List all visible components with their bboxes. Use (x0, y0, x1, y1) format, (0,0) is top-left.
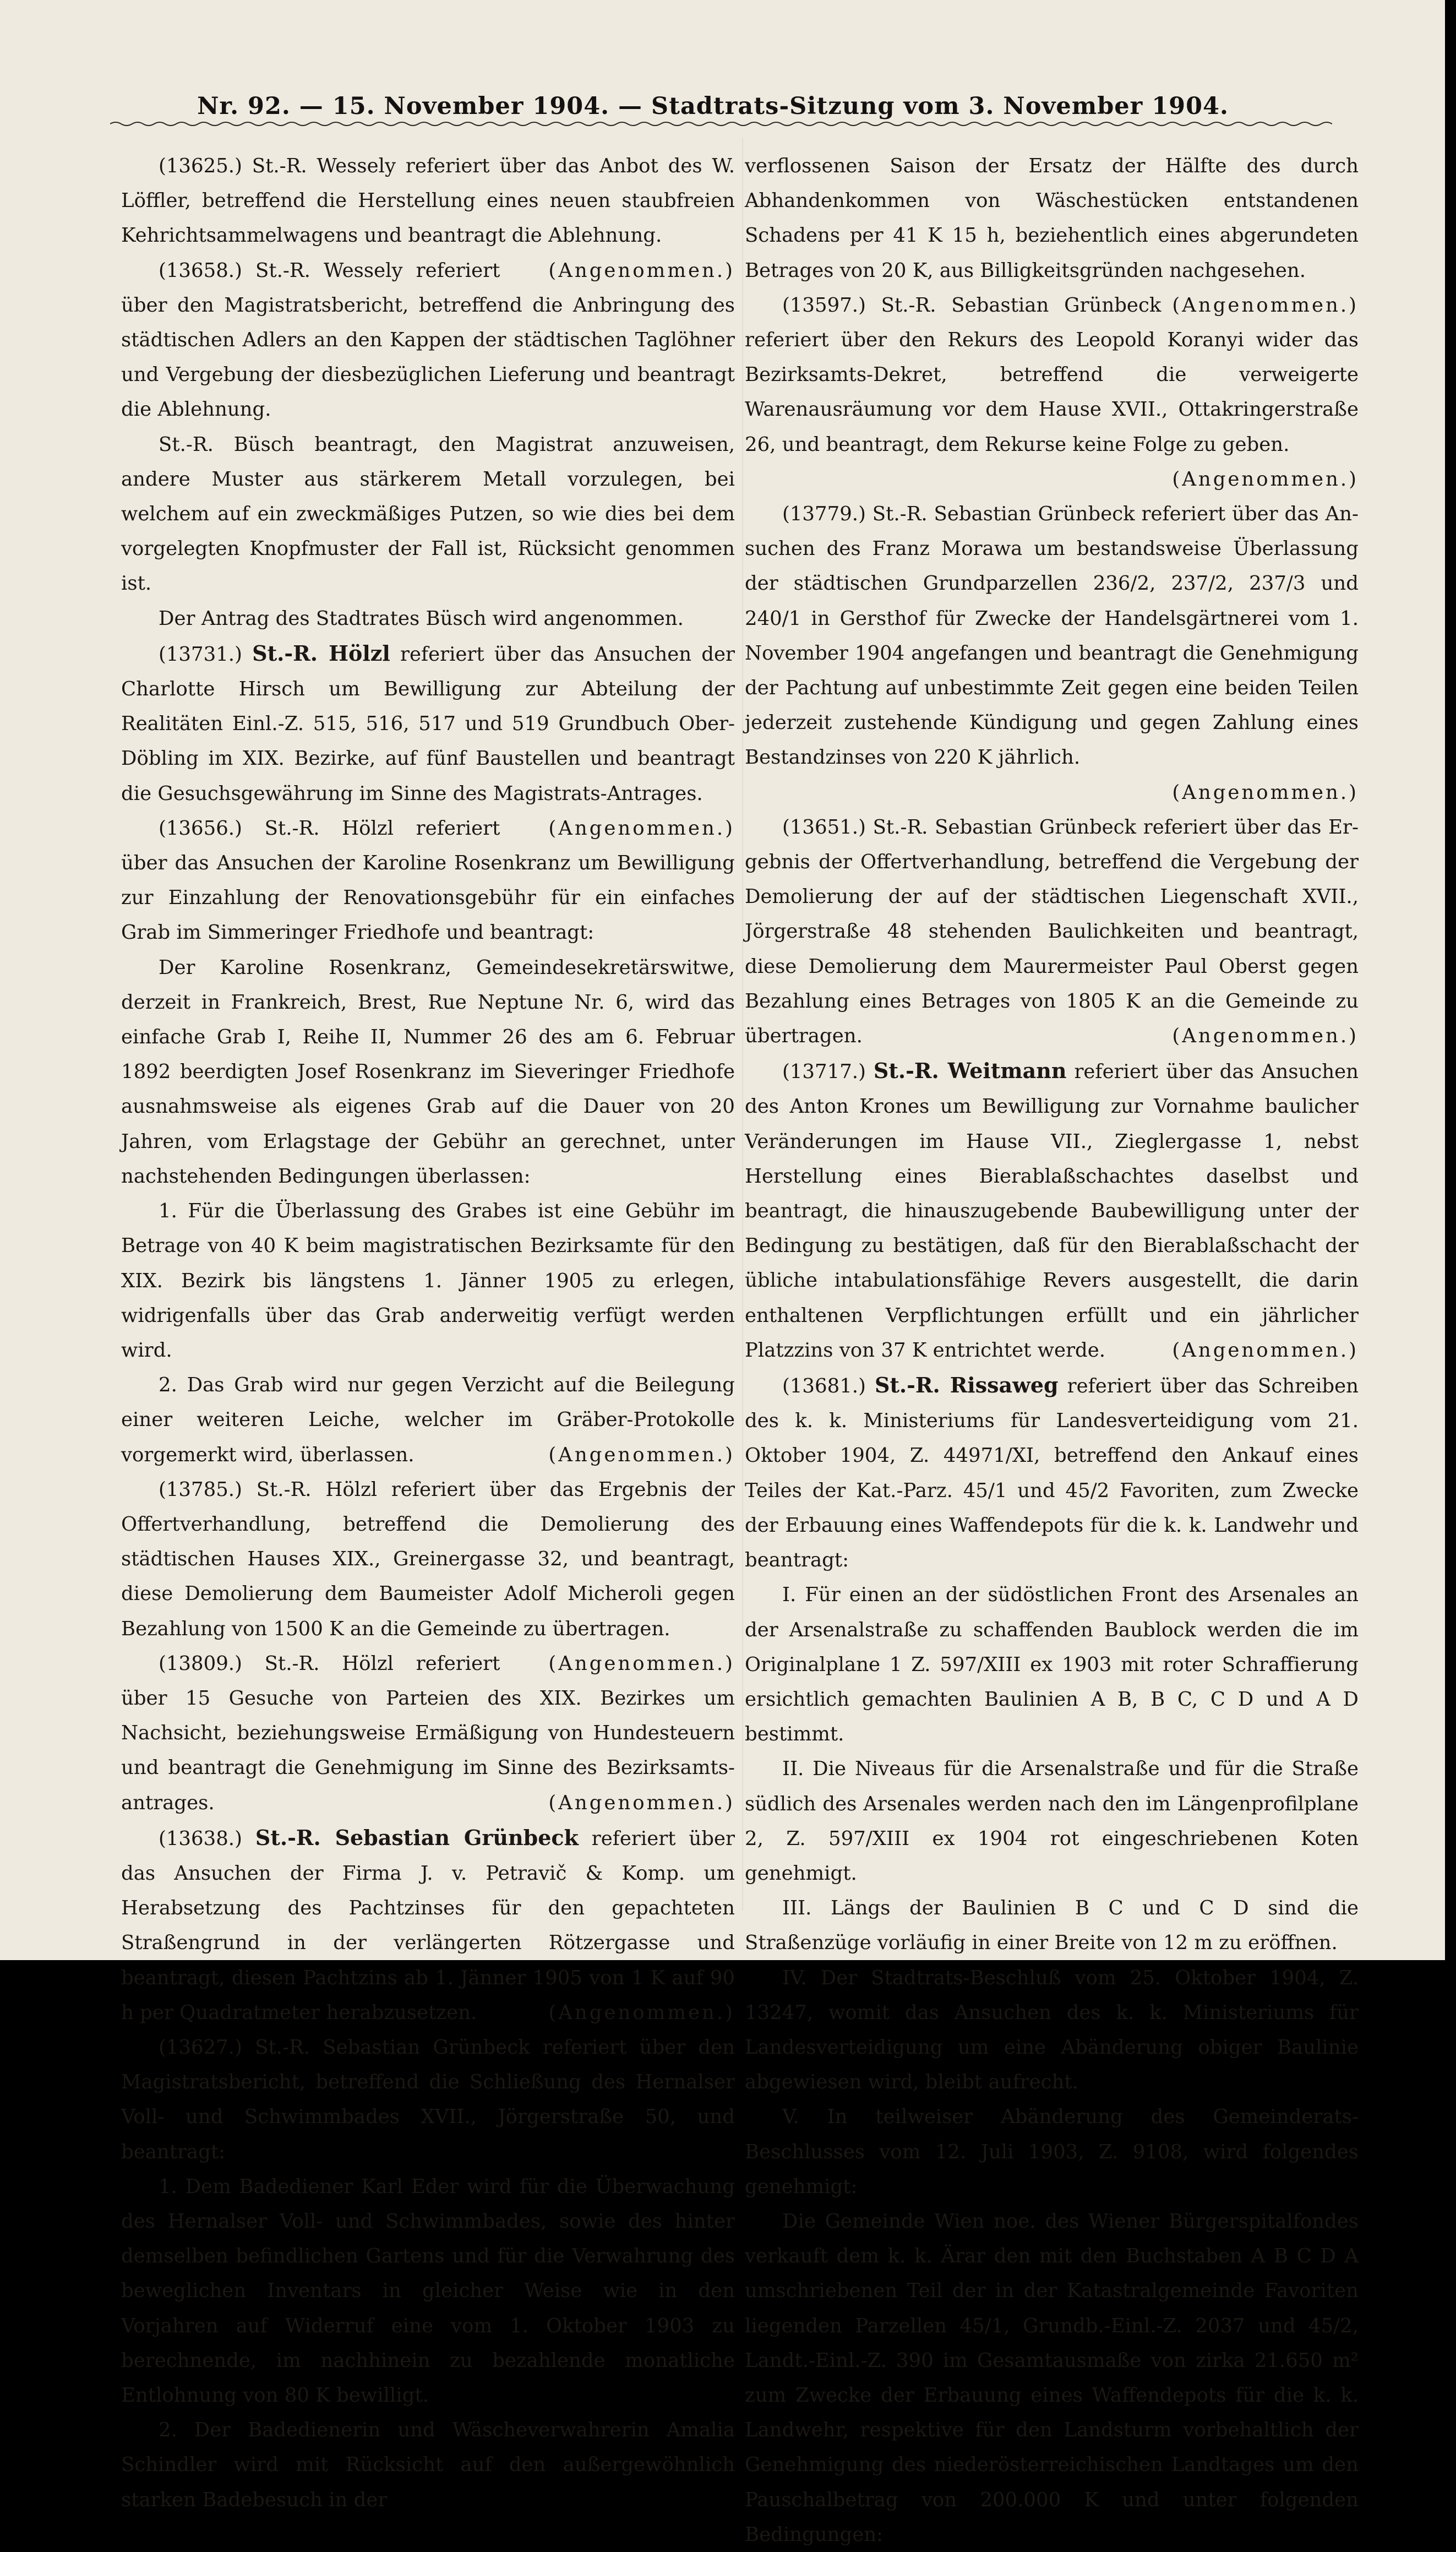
result-label: (Angenommen.) (1172, 467, 1359, 491)
entry-13658: (13658.) St.-R. Wessely referiert über den Magistratsbericht, betreffend die Anbringung des städtischen Adlers an den Kappen der städtischen Taglöhner und Vergebung der diesbezüglichen Lieferung und beantragt die Ablehnung. (121, 259, 735, 421)
header-wavy-rule (110, 120, 1332, 128)
result-label: (Angenommen.) (1172, 1025, 1359, 1048)
entry-13656: (13656.) St.-R. Hölzl referiert über das Ansuchen der Karoline Rosenkranz um Bewilligung zur Einzahlung der Renovationsgebühr für ein einfaches Grab im Simmeringer Friedhofe und beantragt: (121, 817, 735, 944)
entry-13681: (13681.) St.-R. Rissaweg referiert über das Schreiben des k. k. Ministeriums für Landesverteidigung vom 21. Oktober 1904, Z. 44971/XI, betreffend den Ankauf eines Teiles der Kat.-Parz. 45/1 und 45/2 Favoriten, zum Zwecke der Erbauung eines Waffendepots für die k. k. Landwehr und beantragt: (745, 1373, 1359, 1572)
speaker-name: St.-R. Sebastian Grünbeck (255, 1825, 579, 1850)
entry-13785: (13785.) St.-R. Hölzl referiert über das Ergebnis der Offertverhandlung, betreffend die Demolierung des städtischen Hauses XIX., Greinergasse 32, und beantragt, diese Demolierung dem Baumeister Adolf Micheroli gegen Bezahlung von 1500 K an die Gemeinde zu übertragen. (Angenommen.) (121, 1472, 735, 1646)
right-column (745, 149, 1359, 2552)
entry-13627-item-2: 2. Der Badedienerin und Wäscheverwahrerin Amalia Schindler wird mit Rücksicht auf den außergewöhnlich starken Badebesuch in der (121, 2419, 735, 2511)
result-label: (Angenommen.) (548, 817, 735, 840)
result-label: (Angenommen.) (548, 1791, 735, 1814)
speaker-name: St.-R. Hölzl (252, 640, 390, 666)
entry-13627-item-1: 1. Dem Badediener Karl Eder wird für die Überwachung des Hernalser Voll- und Schwimmbades, sowie des hinter demselben befindlichen Gartens und für die Verwahrung des beweglichen Inventars in gleicher Weise wie in den Vorjahren auf Widerruf eine vom 1. Oktober 1903 zu berechnende, im nachhinein zu bezahlende monatliche Entlohnung von 80 K bewilligt. (121, 2175, 735, 2407)
entry-13627: (13627.) St.-R. Sebastian Grünbeck referiert über den Magistratsbericht, betreffend die Schließung des Hernalser Voll- und Schwimmbades XVII., Jörgerstraße 50, und beantragt: (121, 2036, 735, 2163)
entry-13681-item-I: I. Für einen an der südöstlichen Front des Arsenales an der Arsenalstraße zu schaffenden Baublock werden die im Originalplane 1 Z. 597/XIII ex 1903 mit roter Schraffierung ersichtlich gemachten Baulinien A B, B C, C D und A D bestimmt. (745, 1584, 1359, 1746)
entry-13656-grant: Der Karoline Rosenkranz, Gemeindesekretärswitwe, derzeit in Frankreich, Brest, Rue Neptune Nr. 6, wird das einfache Grab I, Reihe II, Nummer 26 des am 6. Februar 1892 beerdigten Josef Rosenkranz im Sieveringer Friedhofe ausnahmsweise als eigenes Grab auf die Dauer von 20 Jahren, vom Erlagstage der Gebühr an gerechnet, unter nachstehenden Bedingungen überlassen: (121, 956, 735, 1188)
entry-13681-item-IV: IV. Der Stadtrats-Beschluß vom 25. Oktober 1904, Z. 13247, womit das Ansuchen des k. k. Ministeriums für Landesverteidigung um eine Abänderung obiger Baulinie abgewiesen wird, bleibt aufrecht. (745, 1966, 1359, 2094)
entry-13731: (13731.) St.-R. Hölzl referiert über das Ansuchen der Charlotte Hirsch um Bewilligung zur Abteilung der Realitäten Einl.-Z. 515, 516, 517 und 519 Grundbuch Ober-Döbling im XIX. Bezirke, auf fünf Baustellen und beantragt die Gesuchsgewährung im Sinne des Magistrats-Antrages. (Angenommen.) (121, 636, 735, 811)
entry-13681-sale-terms: Die Gemeinde Wien noe. des Wiener Bürgerspitalfondes verkauft dem k. k. Ärar den mit den Buchstaben A B C D A umschriebenen Teil der in der Katastralgemeinde Favoriten liegenden Parzellen 45/1, Grundb.-Einl.-Z. 2037 und 45/2, Landt.-Einl.-Z. 390 im Gesamtausmaße von zirka 21.650 m² zum Zwecke der Erbauung eines Waffendepots für die k. k. Landwehr, respektive für den Landsturm vorbehaltlich der Genehmigung des niederösterreichischen Landtages um den Pauschalbetrag von 200.000 K und unter folgenden Bedingungen: (745, 2210, 1359, 2546)
entry-13809: (13809.) St.-R. Hölzl referiert über 15 Gesuche von Parteien des XIX. Bezirkes um Nachsicht, beziehungsweise Ermäßigung von Hundesteuern und beantragt die Genehmigung im Sinne des Bezirksamtsantrages. (Angenommen.) (121, 1646, 735, 1820)
result-label: (Angenommen.) (1172, 781, 1359, 804)
entry-13651: (13651.) St.-R. Sebastian Grünbeck referiert über das Ergebnis der Offertverhandlung, betreffend die Vergebung der Demolierung der auf der städtischen Liegenschaft XVII., Jörgerstraße 48 stehenden Baulichkeiten und beantragt, diese Demolierung dem Maurermeister Paul Oberst gegen Bezahlung eines Betrages von 1805 K an die Gemeinde zu übertragen. (Angenommen.) (745, 810, 1359, 1053)
entry-13627-item-2-cont: verflossenen Saison der Ersatz der Hälfte des durch Abhandenkommen von Wäschestücken entstandenen Schadens per 41 K 15 h, beziehentlich eines abgerundeten Betrages von 20 K, aus Billigkeitsgründen nachgesehen. (Angenommen.) (745, 149, 1359, 288)
entry-13681-item-V: V. In teilweiser Abänderung des Gemeinderats-Beschlusses vom 12. Juli 1903, Z. 9108, wird folgendes genehmigt: (745, 2105, 1359, 2198)
result-label: (Angenommen.) (1172, 293, 1359, 317)
result-label: (Angenommen.) (548, 259, 735, 282)
result-label: (Angenommen.) (548, 1443, 735, 1466)
entry-13681-item-II: II. Die Niveaus für die Arsenalstraße und für die Straße südlich des Arsenales werden nach den im Längenprofilplane 2, Z. 597/XIII ex 1904 rot eingeschriebenen Koten genehmigt. (745, 1757, 1359, 1885)
result-label: (Angenommen.) (1172, 1338, 1359, 1362)
entry-13656-condition-2: 2. Das Grab wird nur gegen Verzicht auf die Beilegung einer weiteren Leiche, welcher im Gräber-Protokolle vorgemerkt wird, überlassen. (Angenommen.) (121, 1368, 735, 1472)
entry-13625: (13625.) St.-R. Wessely referiert über das Anbot des W. Löffler, betreffend die Herstellung eines neuen staubfreien Kehrichtsammelwagens und beantragt die Ablehnung. (Angenommen.) (121, 149, 735, 253)
speaker-name: St.-R. Weitmann (873, 1058, 1067, 1084)
entry-13779: (13779.) St.-R. Sebastian Grünbeck referiert über das Ansuchen des Franz Morawa um bestandsweise Überlassung der städtischen Grundparzellen 236/2, 237/2, 237/3 und 240/1 in Gersthof für Zwecke der Handelsgärtnerei vom 1. November 1904 angefangen und beantragt die Genehmigung der Pachtung auf unbestimmte Zeit gegen eine beiden Teilen jederzeit zustehende Kündigung und gegen Zahlung eines Bestandzinses von 220 K jährlich. (745, 503, 1359, 769)
column-gutter (742, 138, 743, 1911)
motion-result: Der Antrag des Stadtrates Büsch wird angenommen. (159, 607, 684, 630)
result-label: (Angenommen.) (548, 2001, 735, 2024)
page-header: Nr. 92. — 15. November 1904. — Stadtrats-Sitzung vom 3. November 1904. (197, 92, 1229, 120)
entry-13597: (13597.) St.-R. Sebastian Grünbeck referiert über den Rekurs des Leopold Koranyi wider das Bezirksamts-Dekret, betreffend die verweigerte Warenausräumung vor dem Hause XVII., Ottakringerstraße 26, und beantragt, dem Rekurse keine Folge zu geben. (745, 293, 1359, 456)
speaker-name: St.-R. Rissaweg (874, 1373, 1059, 1398)
result-label: (Angenommen.) (548, 1652, 735, 1675)
entry-13656-condition-1: 1. Für die Überlassung des Grabes ist eine Gebühr im Betrage von 40 K beim magistratischen Bezirksamte für den XIX. Bezirk bis längstens 1. Jänner 1905 zu erlegen, widrigenfalls über das Grab anderweitig verfügt werden wird. (121, 1200, 735, 1362)
entry-13681-item-III: III. Längs der Baulinien B C und C D sind die Straßenzüge vorläufig in einer Breite von 12 m zu eröffnen. (745, 1897, 1359, 1955)
entry-13638: (13638.) St.-R. Sebastian Grünbeck referiert über das Ansuchen der Firma J. v. Petravič & Komp. um Herabsetzung des Pachtzinses für den gepachteten Straßengrund in der verlängerten Rötzergasse und beantragt, diesen Pachtzins ab 1. Jänner 1905 von 1 K auf 90 h per Quadratmeter herabzusetzen. (Angenommen.) (121, 1820, 735, 2030)
left-column (121, 149, 735, 2517)
entry-13717: (13717.) St.-R. Weitmann referiert über das Ansuchen des Anton Krones um Bewilligung zur Vornahme baulicher Veränderungen im Hause VII., Zieglergasse 1, nebst Herstellung eines Bierablaßschachtes daselbst und beantragt, die hinauszugebende Baubewilligung unter der Bedingung zu bestätigen, daß für den Bierablaßschacht der übliche intabulationsfähige Revers ausgestellt, die darin enthaltenen Verpflichtungen erfüllt und ein jährlicher Platzzins von 37 K entrichtet werde. (Angenommen.) (745, 1053, 1359, 1368)
motion-buesch: St.-R. Büsch beantragt, den Magistrat anzuweisen, andere Muster aus stärkerem Metall vorzulegen, bei welchem auf ein zweckmäßiges Putzen, so wie dies bei dem vorgelegten Knopfmuster der Fall ist, Rücksicht genommen ist. (121, 433, 735, 595)
